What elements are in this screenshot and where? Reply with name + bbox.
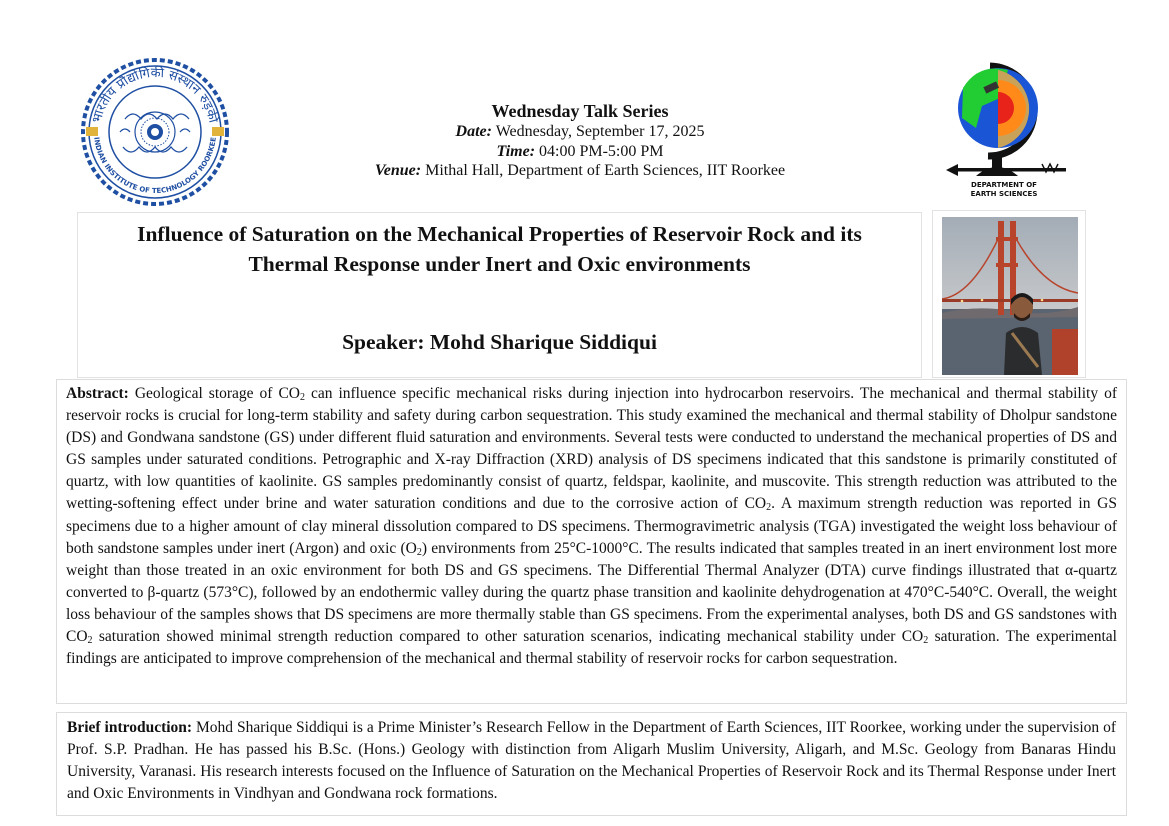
brief-introduction-box bbox=[56, 712, 1127, 816]
abstract-paragraph bbox=[66, 383, 1117, 670]
venue-line bbox=[300, 161, 860, 181]
subscript-2: 2 bbox=[299, 392, 305, 403]
abstract-text-4: ) environments from 25°C-1000°C. The results indicated that samples treated in an inert environment lost more weight than those treated in an oxic environment for both DS and GS specimens. The Differential Thermal Analyzer (DTA) curve findings illustrated that α-quartz converted to β-quartz (573°C), followed by an endothermic valley during the quartz phase transition and kaolinite dehydrogenation at 470°C-540°C. Overall, the weight loss behaviour of the samples shows that DS specimens are more thermally stable than GS specimens. From the experimental analyses, both DS and GS sandstones with CO bbox=[66, 539, 1117, 646]
logo-caption-line1: DEPARTMENT OF bbox=[971, 181, 1037, 189]
abstract-text-5: saturation showed minimal strength reduction compared to other saturation scenarios, indicating mechanical stability under CO bbox=[92, 628, 924, 646]
talk-title bbox=[98, 219, 901, 279]
intro-paragraph bbox=[67, 717, 1116, 805]
time-value: 04:00 PM-5:00 PM bbox=[539, 142, 664, 160]
venue-label: Venue: bbox=[374, 162, 422, 179]
logo-english-text: INDIAN INSTITUTE OF TECHNOLOGY ROORKEE bbox=[92, 136, 218, 196]
iit-roorkee-logo bbox=[80, 57, 230, 207]
subscript-2: 2 bbox=[87, 635, 93, 647]
event-header bbox=[300, 101, 860, 181]
date-value: Wednesday, September 17, 2025 bbox=[495, 123, 705, 140]
venue-value: Mithal Hall, Department of Earth Sciences, IIT Roorkee bbox=[425, 162, 786, 179]
abstract-text-6: saturation. The experimental findings are anticipated to improve comprehension of the mechanical and thermal stability of reservoir rocks for carbon sequestration. bbox=[66, 628, 1117, 668]
time-label: Time: bbox=[496, 142, 536, 160]
abstract-text-1: Geological storage of CO bbox=[128, 385, 300, 402]
time-line bbox=[300, 142, 860, 162]
talk-title-line1: Influence of Saturation on the Mechanical Properties of Reservoir Rock and its bbox=[137, 222, 862, 246]
speaker-photo bbox=[942, 217, 1078, 375]
subscript-2: 2 bbox=[766, 502, 772, 514]
speaker-name: Speaker: Mohd Sharique Siddiqui bbox=[342, 330, 657, 354]
earth-sciences-logo bbox=[938, 58, 1068, 200]
subscript-2: 2 bbox=[923, 635, 929, 647]
abstract-label: Abstract: bbox=[66, 385, 129, 402]
logo-hindi-text: भारतीय प्रौद्योगिकी संस्थान रुड़की bbox=[89, 65, 221, 125]
abstract-text-2: can influence specific mechanical risks during injection into hydrocarbon reservoirs. The mechanical and thermal stability of reservoir rocks is crucial for long-term stability and safety during carbon sequestration. This study examined the mechanical and thermal stability of Dholpur sandstone (DS) and Gondwana sandstone (GS) under different fluid saturation and environments. Several tests were conducted to understand the mechanical properties of DS and GS samples under saturated conditions. Petrographic and X-ray Diffraction (XRD) analysis of DS specimens indicated that this sandstone is primarily constituted of quartz, with low quantities of kaolinite. GS samples predominantly consist of quartz, feldspar, kaolinite, and muscovite. This strength reduction was attributed to the wetting-softening effect under brine and water saturation conditions and due to the corrosive action of CO bbox=[66, 385, 1117, 513]
subscript-2: 2 bbox=[416, 546, 422, 558]
speaker-photo-frame bbox=[932, 210, 1086, 378]
intro-text: Mohd Sharique Siddiqui is a Prime Minister’s Research Fellow in the Department of Earth Sciences, IIT Roorkee, working under the supervision of Prof. S.P. Pradhan. He has passed his B.Sc. (Hons.) Geology with distinction from Aligarh Muslim University, Aligarh, and M.Sc. Geology from Banaras Hindu University, Varanasi. His research interests focused on the Influence of Saturation on the Mechanical Properties of Reservoir Rock and its Thermal Response under Inert and Oxic Environments in Vindhyan and Gondwana rock formations. bbox=[67, 719, 1117, 803]
abstract-box bbox=[56, 379, 1127, 704]
talk-title-box bbox=[77, 212, 922, 378]
talk-title-line2: Thermal Response under Inert and Oxic environments bbox=[248, 252, 751, 276]
date-line bbox=[300, 122, 860, 142]
abstract-text-3: . A maximum strength reduction was reported in GS specimens due to a higher amount of clay mineral dissolution compared to DS specimens. Thermogravimetric analysis (TGA) investigated the weight loss behaviour of both sandstone samples under inert (Argon) and oxic (O bbox=[66, 495, 1117, 557]
series-title: Wednesday Talk Series bbox=[491, 101, 669, 121]
date-label: Date: bbox=[455, 123, 492, 140]
logo-caption-line2: EARTH SCIENCES bbox=[970, 190, 1038, 198]
intro-label: Brief introduction: bbox=[67, 719, 193, 736]
